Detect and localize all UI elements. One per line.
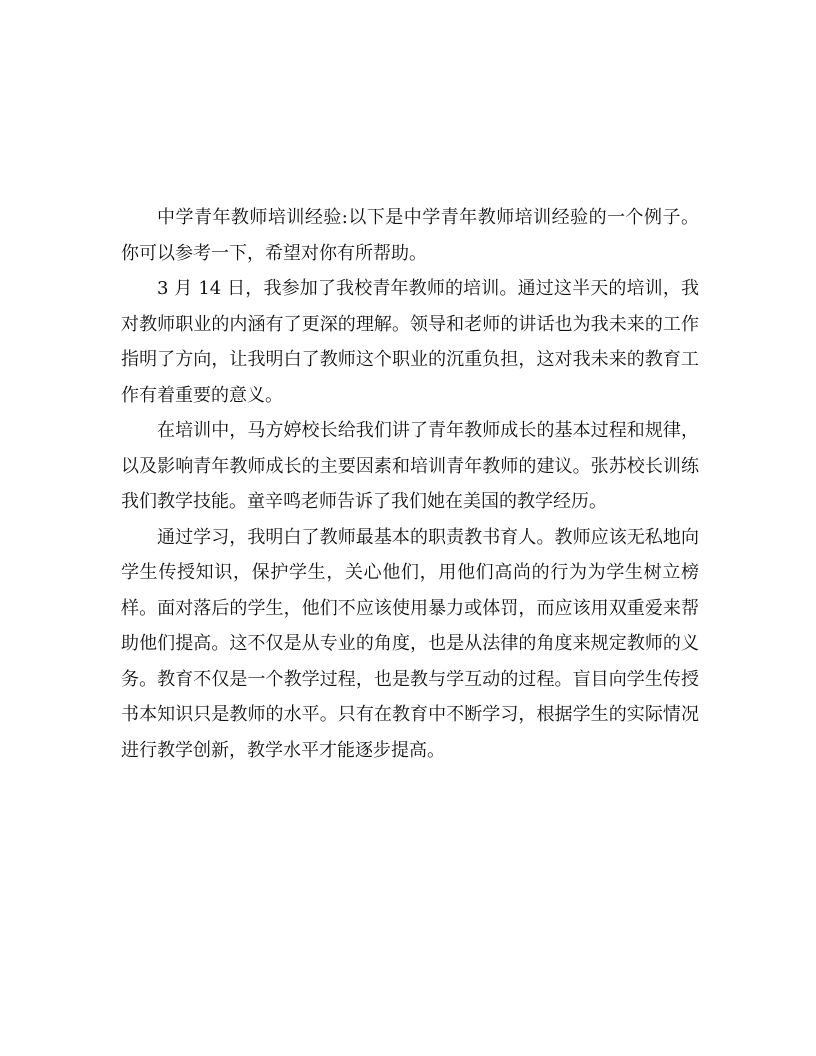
paragraph-training-content: 在培训中，马方婷校长给我们讲了青年教师成长的基本过程和规律，以及影响青年教师成长的主要因素和培训青年教师的建议。张苏校长训练我们教学技能。童辛鸣老师告诉了我们她在美国的教学经历。 — [121, 420, 699, 512]
paragraph-reflection: 通过学习，我明白了教师最基本的职责教书育人。教师应该无私地向学生传授知识，保护学生，关心他们，用他们高尚的行为为学生树立榜样。面对落后的学生，他们不应该使用暴力或体罚，而应该用双重爱来帮助他们提高。这不仅是从专业的角度，也是从法律的角度来规定教师的义务。教育不仅是一个教学过程，也是教与学互动的过程。盲目向学生传授书本知识只是教师的水平。只有在教育中不断学习，根据学生的实际情况进行教学创新，教学水平才能逐步提高。 — [121, 526, 699, 761]
paragraph-training-date: 3 月 14 日，我参加了我校青年教师的培训。通过这半天的培训，我对教师职业的内涵有了更深的理解。领导和老师的讲话也为我未来的工作指明了方向，让我明白了教师这个职业的沉重负担，这对我未来的教育工作有着重要的意义。 — [121, 278, 699, 406]
paragraph-intro: 中学青年教师培训经验:以下是中学青年教师培训经验的一个例子。你可以参考一下，希望对你有所帮助。 — [121, 207, 699, 264]
document-body — [121, 200, 699, 768]
